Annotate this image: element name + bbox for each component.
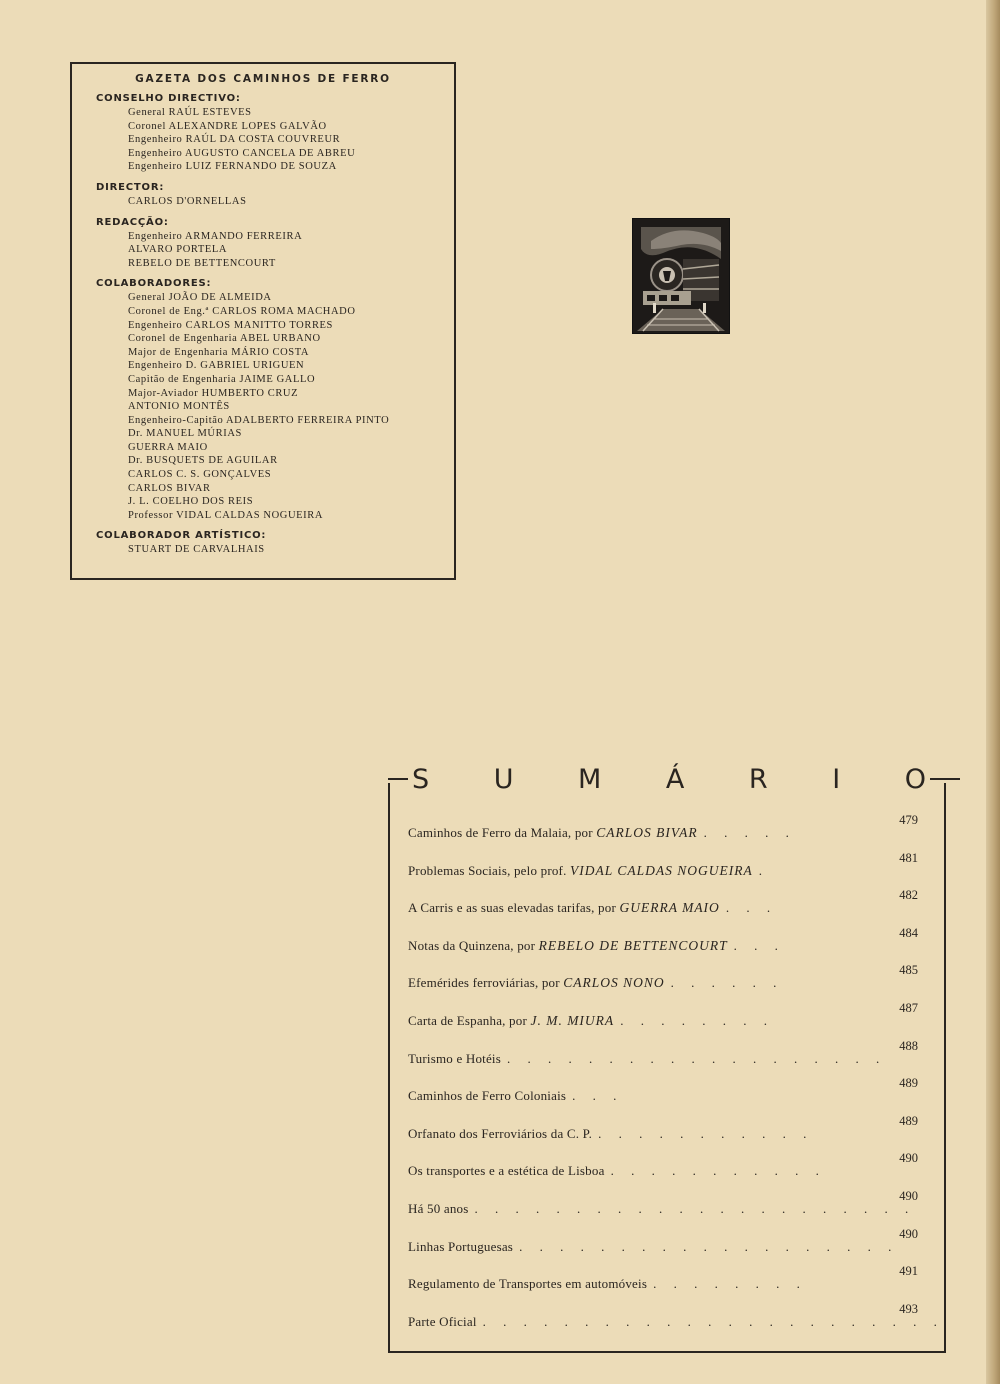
toc-row: [408, 1001, 918, 1039]
toc-row: [408, 1114, 918, 1152]
section-heading-colaboradores: COLABORADORES:: [96, 278, 212, 290]
toc-title: Caminhos de Ferro Coloniais: [408, 1088, 567, 1104]
heading-letter: M: [578, 763, 602, 795]
toc-title: Problemas Sociais, pelo prof.: [408, 862, 567, 878]
toc-title: Turismo e Hotéis: [408, 1050, 502, 1066]
toc-author: GUERRA MAIO: [619, 900, 720, 916]
toc-leader-dots: . . . . . . . . . . .: [598, 1125, 814, 1141]
masthead-entry: Coronel de Engenharia ABEL URBANO: [128, 333, 321, 345]
masthead-entry: STUART DE CARVALHAIS: [128, 544, 265, 556]
toc-leader-dots: . . .: [725, 900, 778, 916]
heading-letter: I: [832, 763, 841, 795]
masthead-entry: Dr. BUSQUETS DE AGUILAR: [128, 455, 278, 467]
masthead-entry: CARLOS C. S. GONÇALVES: [128, 469, 272, 481]
toc-row: [408, 1151, 918, 1189]
masthead-entry: General RAÚL ESTEVES: [128, 107, 252, 118]
toc-leader-dots: . . .: [733, 937, 785, 953]
masthead-entry: Engenheiro AUGUSTO CANCELA DE ABREU: [128, 147, 356, 159]
masthead-title: GAZETA DOS CAMINHOS DE FERRO: [135, 73, 391, 85]
toc-page-number: 489: [899, 1076, 918, 1091]
toc-row: [408, 1189, 918, 1227]
toc-leader-dots: . . . . . . . . . . . . . . . . . . .: [507, 1050, 887, 1066]
toc-row: [408, 851, 918, 889]
toc-title: Notas da Quinzena, por: [408, 937, 536, 953]
toc-title: Efemérides ferroviárias, por: [408, 975, 560, 991]
toc-row: [408, 1039, 918, 1077]
toc-title: Caminhos de Ferro da Malaia, por: [408, 825, 593, 840]
masthead-entry: Coronel de Eng.ª CARLOS ROMA MACHADO: [128, 305, 356, 317]
masthead-entry: Professor VIDAL CALDAS NOGUEIRA: [128, 509, 324, 521]
masthead-entry: General JOÃO DE ALMEIDA: [128, 292, 272, 304]
toc-page-number: 490: [899, 1188, 918, 1203]
masthead-entry: Engenheiro CARLOS MANITTO TORRES: [128, 319, 333, 331]
masthead-entry: Major de Engenharia MÁRIO COSTA: [128, 346, 310, 358]
toc-leader-dots: . . . . . . . .: [653, 1276, 807, 1292]
masthead-entry: J. L. COELHO DOS REIS: [128, 496, 254, 508]
section-heading-redaccao: REDACÇÃO:: [96, 216, 169, 228]
train-engraving-image: [632, 218, 730, 334]
toc-leader-dots: .: [758, 862, 769, 878]
toc-title: Os transportes e a estética de Lisboa: [408, 1163, 605, 1179]
toc-row: [408, 1227, 918, 1265]
masthead-entry: GUERRA MAIO: [128, 441, 208, 453]
toc-author: REBELO DE BETTENCOURT: [538, 937, 728, 953]
sumario-heading: [408, 764, 930, 795]
toc-title: Carta de Espanha, por: [408, 1012, 527, 1028]
masthead-entry: CARLOS D'ORNELLAS: [128, 195, 247, 207]
masthead-entry: CARLOS BIVAR: [128, 482, 211, 494]
toc-page-number: 489: [899, 1113, 918, 1128]
masthead-entry: Engenheiro D. GABRIEL URIGUEN: [128, 360, 305, 372]
toc-leader-dots: . . . . . . . . . . .: [610, 1163, 826, 1179]
toc-page-number: 491: [899, 1264, 918, 1279]
toc-author: CARLOS BIVAR: [596, 825, 698, 840]
toc-author: VIDAL CALDAS NOGUEIRA: [569, 862, 753, 878]
masthead-entry: Major-Aviador HUMBERTO CRUZ: [128, 387, 299, 399]
section-heading-colaborador-artistico: COLABORADOR ARTÍSTICO:: [96, 530, 267, 542]
toc-page-number: 482: [899, 888, 918, 903]
toc-title: A Carris e as suas elevadas tarifas, por: [408, 900, 616, 916]
toc-page-number: 490: [899, 1226, 918, 1241]
masthead-entry: ALVARO PORTELA: [128, 244, 228, 256]
sumario-box: [388, 763, 946, 1353]
heading-letter: S: [412, 763, 430, 795]
toc-title: Linhas Portuguesas: [408, 1238, 514, 1254]
toc-row: [408, 813, 918, 851]
toc-title: Parte Oficial: [408, 1313, 477, 1329]
toc-page-number: 481: [899, 850, 918, 865]
toc-leader-dots: . . . . . . . .: [620, 1012, 774, 1028]
toc-row: [408, 963, 918, 1001]
toc-page-number: 479: [899, 813, 918, 827]
toc-leader-dots: . . . . .: [703, 825, 796, 840]
toc-row: [408, 1264, 918, 1302]
toc-row: [408, 926, 918, 964]
toc-title: Orfanato dos Ferroviários da C. P.: [408, 1125, 593, 1141]
toc-page-number: 488: [899, 1038, 918, 1053]
heading-letter: U: [493, 763, 514, 795]
masthead-entry: Engenheiro RAÚL DA COSTA COUVREUR: [128, 134, 341, 146]
toc-page-number: 487: [899, 1000, 918, 1015]
heading-letter: Á: [665, 763, 685, 795]
toc-author: CARLOS NONO: [563, 975, 665, 991]
toc-page-number: 484: [899, 925, 918, 940]
section-heading-director: DIRECTOR:: [96, 181, 165, 193]
toc-leader-dots: . . . . . .: [670, 975, 784, 991]
toc-row: [408, 1076, 918, 1114]
sumario-rule-left: [388, 778, 408, 780]
masthead-entry: Engenheiro LUIZ FERNANDO DE SOUZA: [128, 161, 337, 173]
toc-row: [408, 1301, 944, 1340]
toc-leader-dots: . . .: [572, 1088, 624, 1104]
toc-page-number: 490: [899, 1151, 918, 1166]
masthead-entry: Engenheiro ARMANDO FERREIRA: [128, 230, 303, 242]
sumario-rule-right: [930, 778, 960, 780]
masthead-entry: ANTONIO MONTÊS: [128, 401, 230, 413]
toc-title: Regulamento de Transportes em automóveis: [408, 1276, 648, 1292]
toc-page-number: 493: [899, 1301, 918, 1316]
toc-leader-dots: . . . . . . . . . . . . . . . . . . . . . . .: [482, 1313, 944, 1329]
table-of-contents: [408, 813, 944, 1339]
masthead-box: [70, 62, 456, 580]
sumario-header: [390, 763, 960, 795]
masthead-entry: Capitão de Engenharia JAIME GALLO: [128, 373, 316, 385]
toc-leader-dots: . . . . . . . . . . . . . . . . . . .: [519, 1238, 899, 1254]
toc-page-number: 485: [899, 963, 918, 978]
heading-letter: O: [904, 763, 926, 795]
heading-letter: R: [748, 763, 768, 795]
masthead-entry: REBELO DE BETTENCOURT: [128, 257, 276, 269]
toc-row: [408, 888, 918, 926]
section-heading-conselho: CONSELHO DIRECTIVO:: [96, 93, 241, 104]
toc-author: J. M. MIURA: [530, 1012, 615, 1028]
masthead-entry: Engenheiro-Capitão ADALBERTO FERREIRA PINTO: [128, 414, 390, 426]
toc-leader-dots: . . . . . . . . . . . . . . . . . . . . . .: [474, 1200, 916, 1216]
page-edge: [986, 0, 1000, 1384]
masthead-entry: Coronel ALEXANDRE LOPES GALVÃO: [128, 120, 327, 132]
masthead-entry: Dr. MANUEL MÚRIAS: [128, 428, 242, 440]
toc-title: Há 50 anos: [408, 1200, 469, 1216]
